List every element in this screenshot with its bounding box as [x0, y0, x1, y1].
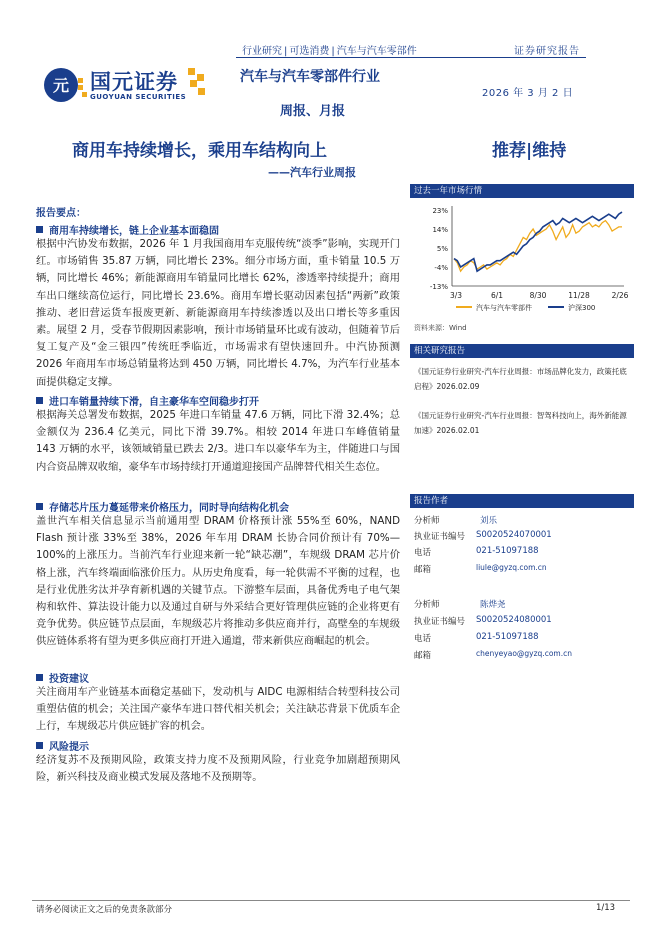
- bullet-icon: [36, 674, 43, 681]
- author-1-cert: [414, 530, 552, 542]
- page-number: 1/13: [596, 903, 616, 913]
- chart-y-tick-label: 23%: [432, 207, 448, 215]
- bullet-icon: [36, 397, 43, 404]
- section-title-4: [36, 670, 89, 685]
- category-industry-research: 行业研究: [242, 46, 282, 57]
- footer-divider: [32, 900, 630, 901]
- phone-label: 电话: [414, 634, 432, 644]
- report-kind: 周报、月报: [280, 104, 346, 119]
- report-date: 2026 年 3 月 2 日: [482, 88, 574, 99]
- page-title: 商用车持续增长，乘用车结构向上: [72, 141, 327, 161]
- header-divider: [236, 57, 586, 58]
- chart-x-tick-label: 3/3: [449, 291, 463, 300]
- footer-disclaimer: 请务必阅读正文之后的免责条款部分: [36, 905, 173, 915]
- email-label: 邮箱: [414, 565, 432, 575]
- chart-y-tick-label: -13%: [429, 283, 448, 291]
- chart-series-line: [454, 212, 622, 271]
- section-title-3: [36, 499, 289, 514]
- summary-heading: 报告要点：: [36, 208, 86, 219]
- email-label: 邮箱: [414, 651, 432, 661]
- phone-label: 电话: [414, 548, 432, 558]
- author-name: 刘乐: [480, 516, 498, 526]
- category-auto: 汽车与汽车零部件: [336, 46, 417, 57]
- section-title-text: 商用车持续增长，链上企业基本面稳固: [49, 226, 219, 237]
- author-2-cert: [414, 615, 552, 627]
- company-logo-icon: [42, 66, 88, 104]
- section-body-3: 盖世汽车相关信息显示当前通用型 DRAM 价格预计涨 55%至 60%，NAND Flash 预计涨 33%至 38%，2026 年车用 DRAM 长协合同价预计有 70%—100%的上涨压力。当前汽车行业迎来新一轮“缺芯潮”，车规级 DRAM 芯片价格上涨，汽车终端面临涨价压力。从历史角度看，每一轮供需不平衡的过程，也是行业优胜劣汰并孕育新机遇的关键节点。下游整车层面，具备优秀电子电气架构和软件、算法设计能力以及通过自研与外采结合更好管理供应链的企业将更有竞争优势。供应链节点层面，车规级芯片将推动多供应商并行，高壁垒的车规级供应链体系将有望为更多供应商打开进入通道，带来新供应商崛起的机会。: [36, 515, 400, 648]
- authors-heading: 报告作者: [410, 494, 634, 508]
- rating: 推荐|维持: [492, 141, 567, 161]
- chart-series-line: [454, 221, 622, 272]
- section-body-5: 经济复苏不及预期风险，政策支持力度不及预期风险，行业竞争加剧超预期风险，新兴科技及商业模式发展及落地不及预期等。: [36, 754, 400, 784]
- chart-y-tick-label: 5%: [436, 245, 448, 253]
- section-title-1: [36, 222, 219, 237]
- chart-x-tick-label: 8/30: [529, 291, 547, 300]
- chart-y-tick-label: -4%: [434, 264, 448, 272]
- report-type: 证券研究报告: [514, 46, 580, 57]
- logo-name-en: GUOYUAN SECURITIES: [90, 93, 187, 101]
- section-title-text: 风险提示: [49, 742, 89, 753]
- section-title-text: 投资建议: [49, 674, 89, 685]
- bullet-icon: [36, 226, 43, 233]
- author-2-role: [414, 598, 506, 610]
- related-report-2[interactable]: 《国元证券行业研究-汽车行业周报：智驾科技向上，海外新能源加速》2026.02.01: [414, 411, 627, 435]
- role-label: 分析师: [414, 516, 440, 526]
- logo-name-cn: 国元证券: [90, 70, 178, 94]
- cert-number: S0020524080001: [476, 615, 552, 625]
- category-consumer: 可选消费: [289, 46, 330, 57]
- author-1-role: [414, 514, 498, 526]
- author-1-phone: [414, 546, 539, 558]
- chart-x-tick-label: 2/26: [611, 291, 629, 300]
- bullet-icon: [36, 503, 43, 510]
- svg-text:元: 元: [52, 76, 70, 95]
- related-reports-heading: 相关研究报告: [410, 344, 634, 358]
- bullet-icon: [36, 742, 43, 749]
- author-2-email: [414, 649, 572, 661]
- email-address[interactable]: liule@gyzq.com.cn: [476, 563, 547, 572]
- author-name: 陈烨尧: [480, 600, 506, 610]
- chart-source: 资料来源：Wind: [414, 324, 467, 332]
- section-title-text: 进口车销量持续下滑，自主豪华车空间稳步打开: [49, 397, 259, 408]
- chart-legend-label: 沪深300: [568, 304, 596, 312]
- section-body-1: 根据中汽协发布数据，2026 年 1 月我国商用车克服传统“淡季”影响，实现开门红。市场销售 35.87 万辆，同比增长 23%。细分市场方面，重卡销量 10.5 万辆，同比增长 46%；新能源商用车销量同比增长 62%，渗透率持续提升；商用车出口继续高位运行，同比增长 23.6%。商用车增长驱动因素包括“两新”政策推动、老旧营运货车报废更新、新能源商用车持续渗透以及出口增长等多重因素。展望 2 月，受春节假期因素影响，预计市场销量环比或有波动，但随着节后复工复产及“金三银四”传统旺季临近，市场需求有望快速回升。中汽协预测 2026 年商用车市场总销量将达到 450 万辆，同比增长 4.7%，为汽车行业基本面提供稳定支撑。: [36, 238, 400, 388]
- chart-x-tick-label: 6/1: [490, 291, 504, 300]
- author-2-phone: [414, 632, 539, 644]
- logo-accent-icon: [186, 66, 210, 102]
- phone-number: 021-51097188: [476, 632, 539, 642]
- role-label: 分析师: [414, 600, 440, 610]
- page-subtitle: ——汽车行业周报: [268, 166, 356, 179]
- chart-y-tick-label: 14%: [432, 226, 448, 234]
- email-address[interactable]: chenyeyao@gyzq.com.cn: [476, 649, 572, 658]
- section-title-text: 存储芯片压力蔓延带来价格压力，同时导向结构化机会: [49, 503, 289, 514]
- section-title-2: [36, 393, 259, 408]
- header-categories: 行业研究 | 可选消费 | 汽车与汽车零部件: [242, 46, 417, 57]
- industry-name: 汽车与汽车零部件行业: [240, 69, 380, 85]
- cert-label: 执业证书编号: [414, 617, 466, 627]
- section-title-5: [36, 738, 89, 753]
- chart-x-tick-label: 11/28: [568, 291, 590, 300]
- section-body-2: 根据海关总署发布数据，2025 年进口车销量 47.6 万辆，同比下滑 32.4%；总金额仅为 236.4 亿美元，同比下滑 39.7%。相较 2014 年进口车峰值销量 143 万辆的水平，该领域销量已跌去 2/3。进口车以豪华车为主，伴随进口与国内合资品牌双收缩，豪华车市场持续打开通道迎接国产品牌替代相关生态位。: [36, 409, 400, 473]
- market-chart: [410, 198, 634, 320]
- chart-legend-label: 汽车与汽车零部件: [476, 304, 532, 312]
- cert-number: S0020524070001: [476, 530, 552, 540]
- phone-number: 021-51097188: [476, 546, 539, 556]
- cert-label: 执业证书编号: [414, 532, 466, 542]
- market-chart-heading: 过去一年市场行情: [410, 184, 634, 198]
- section-body-4: 关注商用车产业链基本面稳定基础下，发动机与 AIDC 电源相结合转型科技公司重塑估值的机会；关注国产豪华车进口替代相关机会；关注缺芯背景下优质车企上行，车规级芯片供应链扩容的机会。: [36, 686, 400, 733]
- related-report-1[interactable]: 《国元证券行业研究-汽车行业周报：市场品牌化发力，政策托底启程》2026.02.09: [414, 367, 627, 391]
- author-1-email: [414, 563, 547, 575]
